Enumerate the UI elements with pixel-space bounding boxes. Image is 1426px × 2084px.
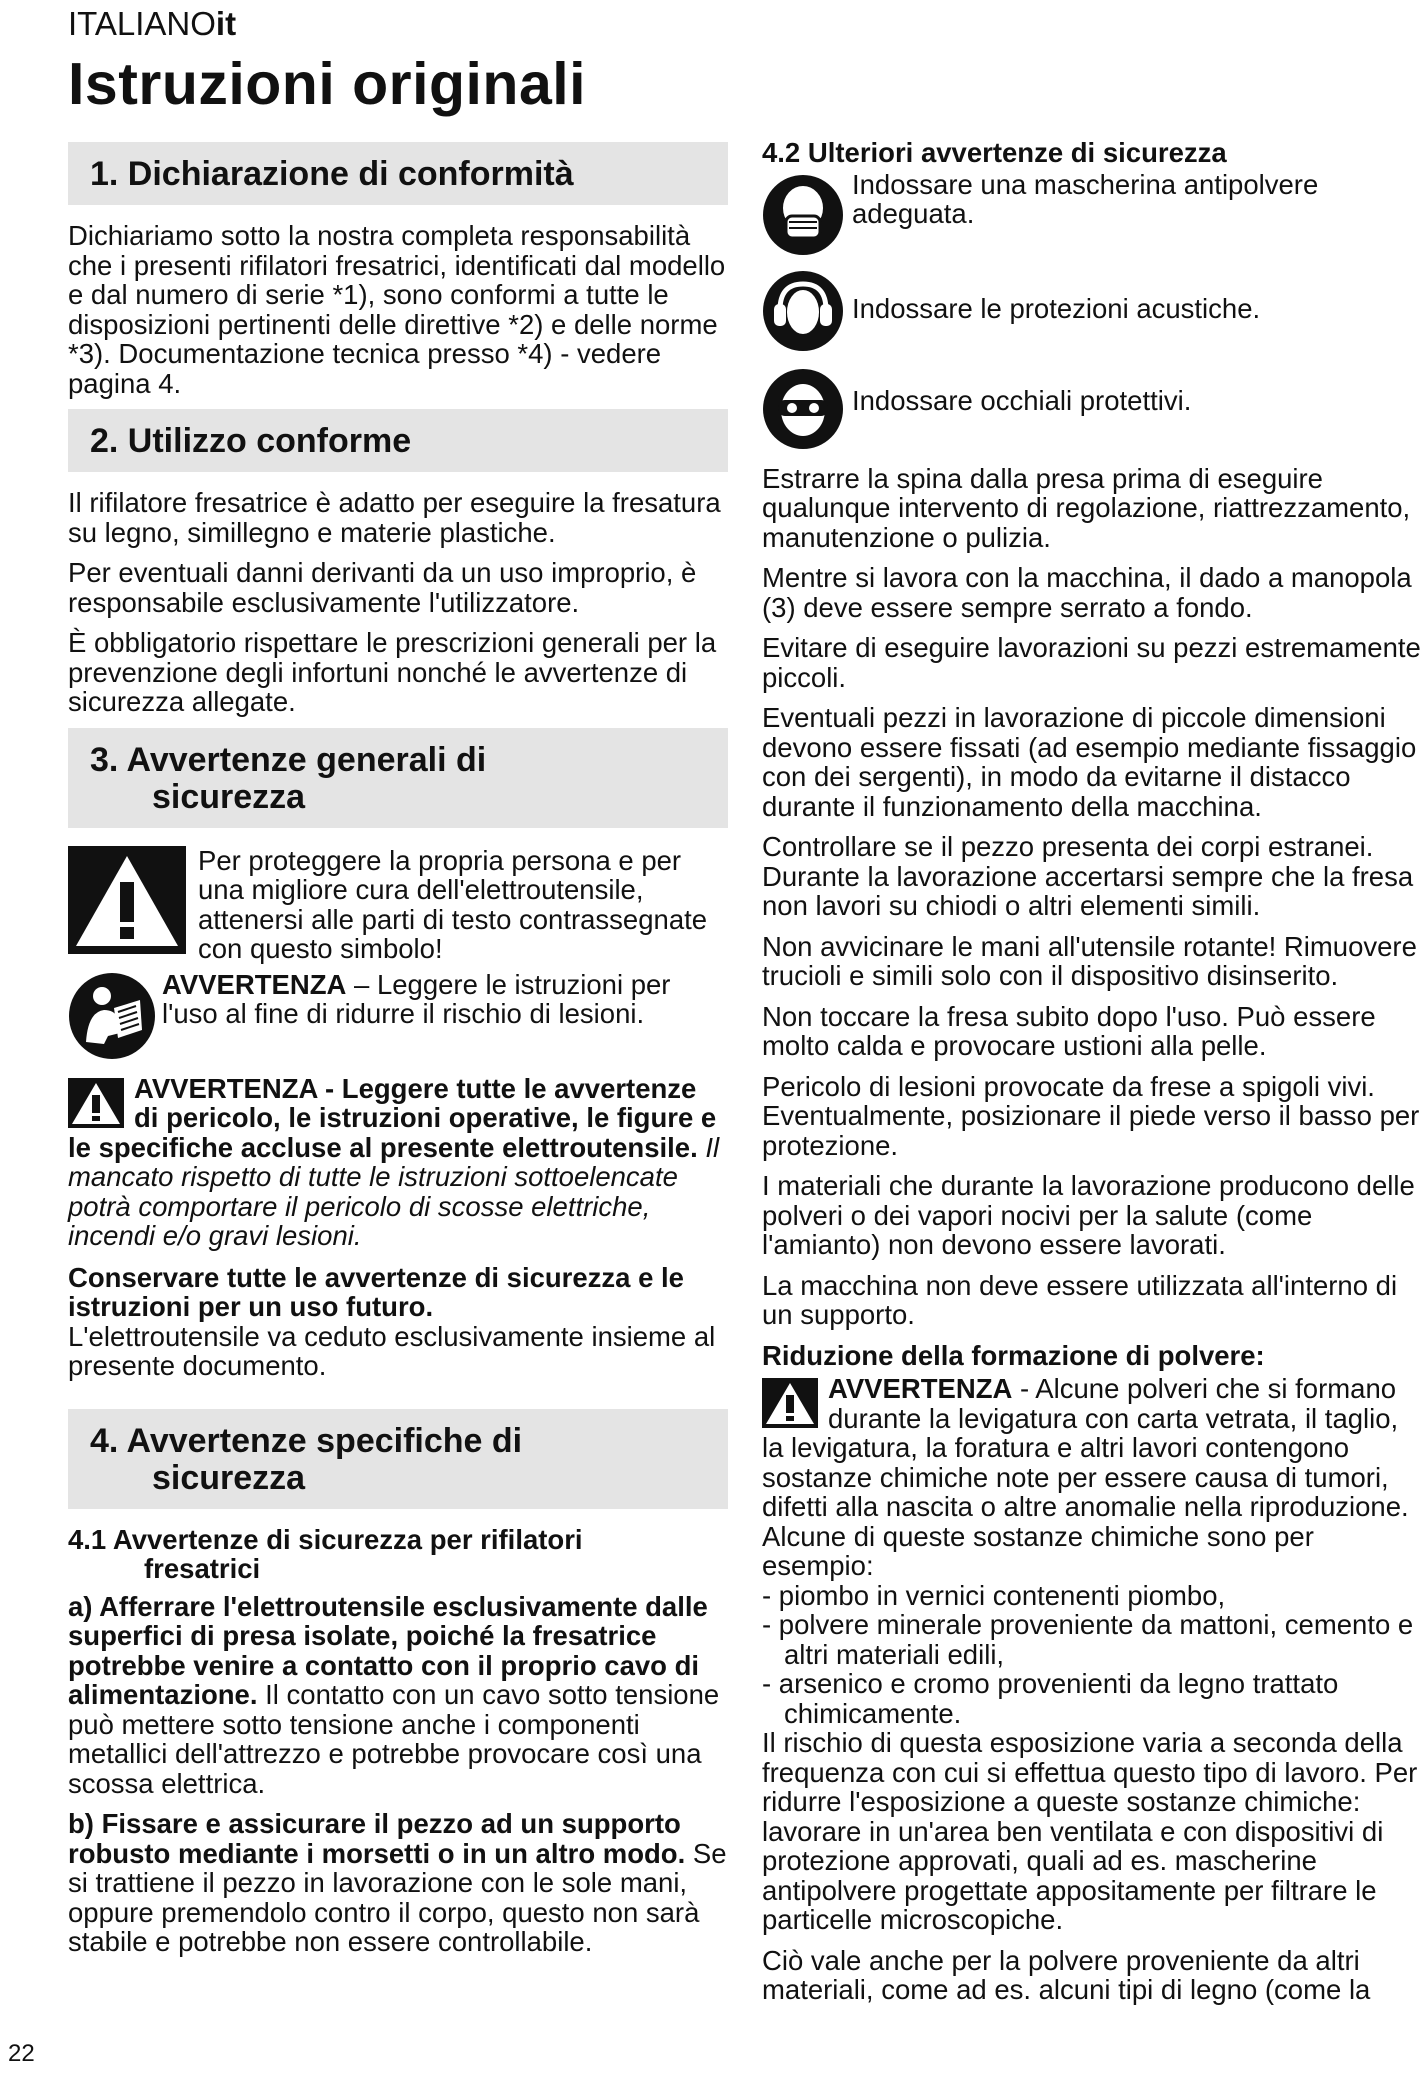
warning-paragraph <box>68 1074 728 1251</box>
keep-bold: Conservare tutte le avvertenze di sicurezza e le istruzioni per un uso futuro. <box>68 1261 684 1322</box>
warning-triangle-icon <box>68 846 186 954</box>
ear-protection-icon <box>762 270 846 352</box>
read-manual-bold: AVVERTENZA <box>162 968 347 1000</box>
paragraph-2: Mentre si lavora con la macchina, il dado a manopola (3) deve essere sempre serrato a fondo. <box>762 562 1412 623</box>
read-manual-text <box>162 970 728 1029</box>
paragraph-4: Eventuali pezzi in lavorazione di piccole dimensioni devono essere fissati (ad esempio mediante fissaggio con dei sergenti), in modo da evitarne il distacco durante il funzionamento della macchina. <box>762 702 1417 822</box>
dust-warning-bold: AVVERTENZA <box>828 1373 1013 1404</box>
paragraph-1: Estrarre la spina dalla presa prima di eseguire qualunque intervento di regolazione, riattrezzamento, manutenzione o pulizia. <box>762 462 1411 553</box>
paragraph-7: Non toccare la fresa subito dopo l'uso. Può essere molto calda e provocare ustioni alla pelle. <box>762 1000 1376 1061</box>
keep-instructions <box>68 1263 728 1381</box>
section-heading-2: 2. Utilizzo conforme <box>68 409 728 472</box>
warning-italic: Il mancato rispetto di tutte le istruzioni sottoelencate potrà comportare il pericolo di scosse elettriche, incendi e/o gravi lesioni. <box>68 1131 720 1251</box>
language-label: ITALIANOit <box>68 5 237 42</box>
page-title: Istruzioni originali <box>68 51 587 117</box>
paragraph-3: Evitare di eseguire lavorazioni su pezzi estremamente piccoli. <box>762 632 1421 693</box>
ear-protection-text: Indossare le protezioni acustiche. <box>852 292 1261 324</box>
section-heading-1: 1. Dichiarazione di conformità <box>68 142 728 205</box>
rule-a-text: Il contatto con un cavo sotto tensione può mettere sotto tensione anche i componenti metallici dell'attrezzo e potrebbe provocare così una scossa elettrica. <box>68 1679 720 1799</box>
subsection-heading-4-2: 4.2 Ulteriori avvertenze di sicurezza <box>762 137 1227 168</box>
rule-b <box>68 1809 728 1957</box>
dust-warning-icon <box>762 1378 818 1428</box>
list-item: - piombo in vernici contenenti piombo, <box>762 1579 1226 1611</box>
dust-mask-text: Indossare una mascherina antipolvere adeguata. <box>852 168 1319 229</box>
list-item: - polvere minerale proveniente da mattoni, cemento e altri materiali edili, <box>762 1609 1414 1670</box>
dust-mask-notice <box>762 170 1426 258</box>
symbol-notice <box>68 846 728 964</box>
section-heading-3-line-1: 3. Avvertenze generali di <box>90 740 487 779</box>
dust-heading: Riduzione della formazione di polvere: <box>762 1339 1265 1371</box>
left-column <box>68 142 728 1968</box>
rule-b-bold: b) Fissare e assicurare il pezzo ad un supporto robusto mediante i morsetti o in un altro modo. <box>68 1808 686 1869</box>
dust-warning-text: - Alcune polveri che si formano durante la levigatura con carta vetrata, il taglio, la levigatura, la foratura e altri lavori contengono sostanze chimiche note per essere causa di tumori, difetti alla nascita o altre anomalie nella riproduzione. Alcune di queste sostanze chimiche sono per esempio: <box>762 1373 1409 1581</box>
eye-protection-text: Indossare occhiali protettivi. <box>852 384 1192 416</box>
rule-b-text: Se si trattiene il pezzo in lavorazione con le sole mani, oppure premendolo contro il corpo, questo non sarà stabile e potrebbe non essere controllabile. <box>68 1837 727 1957</box>
keep-text: L'elettroutensile va ceduto esclusivamente insieme al presente documento. <box>68 1320 716 1381</box>
paragraph-5: Controllare se il pezzo presenta dei corpi estranei. Durante la lavorazione accertarsi sempre che la fresa non lavori su chiodi o altri elementi simili. <box>762 831 1414 921</box>
read-manual-icon <box>68 972 156 1060</box>
eye-protection-notice <box>762 364 1426 456</box>
warning-small-icon <box>68 1078 124 1128</box>
rule-a-bold: a) Afferrare l'elettroutensile esclusivamente dalle superfici di presa isolate, poiché la fresatrice potrebbe venire a contatto con il proprio cavo di alimentazione. <box>68 1590 708 1710</box>
section-heading-4-line-2: sicurezza <box>152 1458 306 1497</box>
page-number: 22 <box>8 2040 35 2067</box>
read-manual-notice <box>68 970 728 1060</box>
section-2-text-3: È obbligatorio rispettare le prescrizioni generali per la prevenzione degli infortuni nonché le avvertenze di sicurezza allegate. <box>68 627 717 717</box>
right-column <box>762 138 1426 2016</box>
ear-protection-notice <box>762 266 1426 358</box>
symbol-notice-text: Per proteggere la propria persona e per una migliore cura dell'elettroutensile, attenersi alle parti di testo contrassegnate con questo simbolo! <box>198 844 708 964</box>
rule-a <box>68 1592 728 1799</box>
section-heading-4-line-1: 4. Avvertenze specifiche di <box>90 1421 523 1460</box>
subsection-heading-4-1-line-1: 4.1 Avvertenze di sicurezza per rifilatori <box>68 1523 583 1555</box>
dust-mask-icon <box>762 174 846 256</box>
read-manual-rest: – Leggere le istruzioni per l'uso al fine di ridurre il rischio di lesioni. <box>162 968 671 1029</box>
list-item: - arsenico e cromo provenienti da legno trattato chimicamente. <box>762 1668 1339 1729</box>
section-heading-4 <box>68 1409 728 1509</box>
dust-warning <box>762 1374 1426 1581</box>
paragraph-8: Pericolo di lesioni provocate da frese a spigoli vivi. Eventualmente, posizionare il piede verso il basso per protezione. <box>762 1070 1420 1161</box>
paragraph-10: La macchina non deve essere utilizzata all'interno di un supporto. <box>762 1269 1398 1330</box>
section-2-text-2: Per eventuali danni derivanti da un uso improprio, è responsabile esclusivamente l'utilizzatore. <box>68 557 697 618</box>
dust-paragraph-2: Il rischio di questa esposizione varia a seconda della frequenza con cui si effettua questo tipo di lavoro. Per ridurre l'esposizione a queste sostanze chimiche: lavorare in un'area ben ventilata e con dispositivi di protezione approvati, quali ad es. mascherine antipolvere progettate appositamente per filtrare le particelle microscopiche. <box>762 1727 1418 1935</box>
eye-protection-icon <box>762 368 846 450</box>
section-1-text: Dichiariamo sotto la nostra completa responsabilità che i presenti rifilatori fresatrici, identificati dal modello e dal numero di serie *1), sono conformi a tutte le disposizioni pertinenti delle direttive *2) e delle norme *3). Documentazione tecnica presso *4) - vedere pagina 4. <box>68 220 726 399</box>
section-heading-3 <box>68 728 728 828</box>
section-heading-3-line-2: sicurezza <box>152 777 306 816</box>
dust-list <box>762 1581 1426 1729</box>
paragraph-9: I materiali che durante la lavorazione producono delle polveri o dei vapori nocivi per la salute (come l'amianto) non devono essere lavorati. <box>762 1170 1415 1260</box>
warning-bold: AVVERTENZA - Leggere tutte le avvertenze di pericolo, le istruzioni operative, le figure e le specifiche accluse al presente elettroutensile. <box>68 1072 717 1163</box>
subsection-heading-4-1-line-2: fresatrici <box>144 1553 261 1584</box>
subsection-heading-4-1 <box>68 1525 728 1584</box>
dust-paragraph-3: Ciò vale anche per la polvere proveniente da altri materiali, come ad es. alcuni tipi di legno (come la <box>762 1944 1371 2005</box>
section-2-text-1: Il rifilatore fresatrice è adatto per eseguire la fresatura su legno, simillegno e materie plastiche. <box>68 487 721 548</box>
paragraph-6: Non avvicinare le mani all'utensile rotante! Rimuovere trucioli e simili solo con il dispositivo disinserito. <box>762 930 1417 991</box>
